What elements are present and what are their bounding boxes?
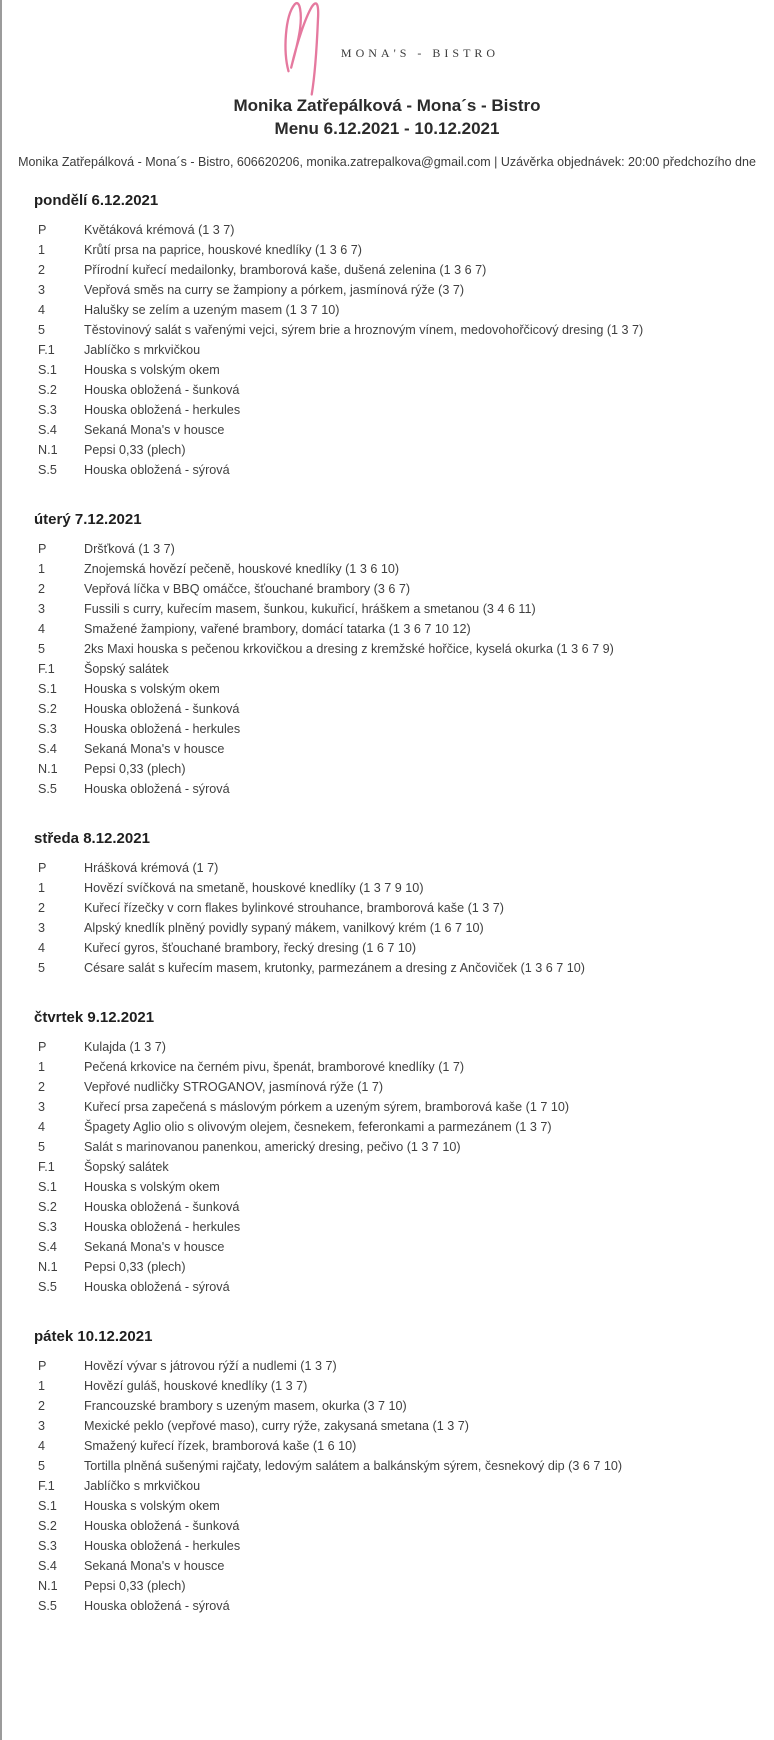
menu-item-text: Pepsi 0,33 (plech) (84, 443, 186, 457)
menu-item-text: Jablíčko s mrkvičkou (84, 1479, 201, 1493)
day-heading: pátek 10.12.2021 (34, 1328, 153, 1345)
menu-item-code: 4 (38, 303, 46, 317)
menu-item-text: Kuřecí prsa zapečená s máslovým pórkem a uzeným sýrem, bramborová kaše (1 7 10) (84, 1100, 570, 1114)
day-section (34, 192, 754, 480)
menu-item-code: P (38, 861, 47, 875)
menu-row (34, 1536, 754, 1556)
menu-row (34, 460, 754, 480)
menu-row (34, 1516, 754, 1536)
menu-item-code: S.1 (38, 682, 57, 696)
menu-item-code: 5 (38, 961, 46, 975)
menu-item-text: Pepsi 0,33 (plech) (84, 1260, 186, 1274)
menu-item-code: P (38, 542, 47, 556)
menu-item-code: 5 (38, 1140, 46, 1154)
menu-item-code: S.5 (38, 1280, 57, 1294)
menu-item-code: S.3 (38, 403, 57, 417)
menu-item-text: Smažený kuřecí řízek, bramborová kaše (1 6 10) (84, 1439, 357, 1453)
menu-item-code: S.5 (38, 463, 57, 477)
menu-item-text: Jablíčko s mrkvičkou (84, 343, 201, 357)
menu-item-text: Šopský salátek (84, 1160, 169, 1174)
menu-item-text: Halušky se zelím a uzeným masem (1 3 7 10) (84, 303, 340, 317)
menu-row (34, 1416, 754, 1436)
menu-item-text: Sekaná Mona's v housce (84, 1240, 225, 1254)
menu-item-text: Fussili s curry, kuřecím masem, šunkou, kukuřicí, hráškem a smetanou (3 4 6 11) (84, 602, 536, 616)
menu-row (34, 1476, 754, 1496)
menu-item-text: Kuřecí gyros, šťouchané brambory, řecký dresing (1 6 7 10) (84, 941, 417, 955)
menu-row (34, 739, 754, 759)
menu-item-text: Houska s volským okem (84, 682, 220, 696)
menu-row (34, 1117, 754, 1137)
page-title: Monika Zatřepálková - Mona´s - Bistro (233, 96, 541, 115)
page-header (0, 0, 774, 169)
menu-item-code: 2 (38, 1080, 46, 1094)
menu-item-text: Vepřová směs na curry se žampiony a pórkem, jasmínová rýže (3 7) (84, 283, 465, 297)
menu-item-text: Houska s volským okem (84, 1499, 220, 1513)
day-heading: pondělí 6.12.2021 (34, 192, 159, 209)
menu-item-code: S.2 (38, 1519, 57, 1533)
menu-row (34, 719, 754, 739)
menu-item-code: F.1 (38, 343, 55, 357)
menu-item-text: Smažené žampiony, vařené brambory, domácí tatarka (1 3 6 7 10 12) (84, 622, 471, 636)
menu-item-text: Vepřová líčka v BBQ omáčce, šťouchané brambory (3 6 7) (84, 582, 411, 596)
menu-row (34, 699, 754, 719)
menu-item-code: S.3 (38, 722, 57, 736)
menu-item-code: S.4 (38, 1559, 57, 1573)
brand-monogram-icon (275, 0, 327, 98)
menu-item-text: Hovězí svíčková na smetaně, houskové knedlíky (1 3 7 9 10) (84, 881, 424, 895)
menu-row (34, 1237, 754, 1257)
menu-item-code: 5 (38, 1459, 46, 1473)
menu-row (34, 300, 754, 320)
menu-item-text: Šopský salátek (84, 662, 169, 676)
menu-item-code: 1 (38, 562, 46, 576)
menu-item-code: 2 (38, 1399, 46, 1413)
menu-item-code: S.4 (38, 742, 57, 756)
menu-row (34, 340, 754, 360)
menu-row (34, 240, 754, 260)
menu-item-code: F.1 (38, 1160, 55, 1174)
day-section (34, 511, 754, 799)
menu-item-text: Sekaná Mona's v housce (84, 1559, 225, 1573)
menu-row (34, 380, 754, 400)
menu-row (34, 400, 754, 420)
menu-row (34, 878, 754, 898)
menu-row (34, 1436, 754, 1456)
menu-row (34, 1037, 754, 1057)
menu-item-code: S.2 (38, 1200, 57, 1214)
menu-item-text: Houska s volským okem (84, 1180, 220, 1194)
menu-row (34, 1556, 754, 1576)
menu-row (34, 440, 754, 460)
menu-row (34, 260, 754, 280)
menu-row (34, 958, 754, 978)
menu-row (34, 1376, 754, 1396)
menu-item-text: Těstovinový salát s vařenými vejci, sýrem brie a hroznovým vínem, medovohořčicový dresing (1 3 7) (84, 323, 644, 337)
menu-item-code: S.4 (38, 1240, 57, 1254)
menu-item-code: N.1 (38, 443, 58, 457)
menu-item-code: 4 (38, 1439, 46, 1453)
menu-item-code: 2 (38, 263, 46, 277)
menu-row (34, 1177, 754, 1197)
day-section (34, 830, 754, 978)
menu-item-text: Znojemská hovězí pečeně, houskové knedlíky (1 3 6 10) (84, 562, 400, 576)
menu-item-text: Francouzské brambory s uzeným masem, okurka (3 7 10) (84, 1399, 407, 1413)
menu-item-code: S.3 (38, 1220, 57, 1234)
menu-item-text: Hovězí guláš, houskové knedlíky (1 3 7) (84, 1379, 308, 1393)
menu-item-text: Césare salát s kuřecím masem, krutonky, parmezánem a dresing z Ančoviček (1 3 6 7 10) (84, 961, 585, 975)
menu-row (34, 1057, 754, 1077)
menu-item-code: 1 (38, 243, 46, 257)
menu-item-code: S.4 (38, 423, 57, 437)
menu-row (34, 1157, 754, 1177)
menu-item-text: Přírodní kuřecí medailonky, bramborová kaše, dušená zelenina (1 3 6 7) (84, 263, 487, 277)
menu-row (34, 858, 754, 878)
page-subtitle: Menu 6.12.2021 - 10.12.2021 (274, 119, 500, 138)
menu-item-text: Pečená krkovice na černém pivu, špenát, bramborové knedlíky (1 7) (84, 1060, 465, 1074)
menu-row (34, 1217, 754, 1237)
menu-item-text: Houska obložená - herkules (84, 403, 241, 417)
menu-item-text: Houska s volským okem (84, 363, 220, 377)
menu-row (34, 1456, 754, 1476)
menu-row (34, 220, 754, 240)
menu-item-code: N.1 (38, 762, 58, 776)
menu-row (34, 1197, 754, 1217)
menu-row (34, 619, 754, 639)
menu-row (34, 1097, 754, 1117)
menu-item-text: Houska obložená - šunková (84, 1200, 240, 1214)
menu-item-code: S.3 (38, 1539, 57, 1553)
menu-item-text: Krůtí prsa na paprice, houskové knedlíky (1 3 6 7) (84, 243, 362, 257)
menu-item-text: Pepsi 0,33 (plech) (84, 762, 186, 776)
menu-row (34, 1137, 754, 1157)
menu-item-code: S.5 (38, 782, 57, 796)
menu-row (34, 1596, 754, 1616)
menu-row (34, 759, 754, 779)
menu-item-code: 4 (38, 622, 46, 636)
menu-item-code: 5 (38, 323, 46, 337)
menu-item-text: Sekaná Mona's v housce (84, 423, 225, 437)
menu-item-text: Salát s marinovanou panenkou, americký dresing, pečivo (1 3 7 10) (84, 1140, 461, 1154)
menu-row (34, 1356, 754, 1376)
menu-item-code: 4 (38, 941, 46, 955)
menu-item-code: N.1 (38, 1579, 58, 1593)
menu-item-text: Houska obložená - šunková (84, 702, 240, 716)
menu-row (34, 679, 754, 699)
menu-item-code: N.1 (38, 1260, 58, 1274)
day-heading: čtvrtek 9.12.2021 (34, 1009, 155, 1026)
contact-line: Monika Zatřepálková - Mona´s - Bistro, 606620206, monika.zatrepalkova@gmail.com | Uzávěrka objednávek: 20:00 předchozího dne (18, 155, 756, 169)
menu-row (34, 918, 754, 938)
menu-item-code: 2 (38, 582, 46, 596)
menu-item-code: 3 (38, 1100, 46, 1114)
menu-item-code: 1 (38, 1379, 46, 1393)
day-section (34, 1328, 754, 1616)
menu-item-text: Kulajda (1 3 7) (84, 1040, 166, 1054)
menu-row (34, 559, 754, 579)
menu-item-text: Houska obložená - herkules (84, 1539, 241, 1553)
brand-logo (0, 0, 774, 88)
menu-row (34, 1496, 754, 1516)
menu-item-text: Pepsi 0,33 (plech) (84, 1579, 186, 1593)
menu-row (34, 579, 754, 599)
menu-item-code: S.2 (38, 702, 57, 716)
menu-item-code: 3 (38, 1419, 46, 1433)
menu-item-code: 2 (38, 901, 46, 915)
menu-item-text: Hrášková krémová (1 7) (84, 861, 219, 875)
brand-name: MONA'S - BISTRO (340, 45, 500, 60)
menu-item-code: 3 (38, 921, 46, 935)
menu-item-code: S.1 (38, 1499, 57, 1513)
menu-row (34, 1277, 754, 1297)
menu-item-code: 1 (38, 1060, 46, 1074)
menu-item-code: P (38, 223, 47, 237)
menu-row (34, 420, 754, 440)
menu-item-text: Hovězí vývar s játrovou rýží a nudlemi (1 3 7) (84, 1359, 337, 1373)
menu-row (34, 280, 754, 300)
menu-item-code: 5 (38, 642, 46, 656)
menu-item-text: Houska obložená - sýrová (84, 1599, 230, 1613)
menu-item-text: Špagety Aglio olio s olivovým olejem, česnekem, feferonkami a parmezánem (1 3 7) (84, 1120, 552, 1134)
menu-item-code: S.2 (38, 383, 57, 397)
menu-item-code: F.1 (38, 662, 55, 676)
menu-row (34, 938, 754, 958)
menu-item-text: Houska obložená - herkules (84, 722, 241, 736)
menu-row (34, 639, 754, 659)
menu-item-code: F.1 (38, 1479, 55, 1493)
menu-item-text: Houska obložená - herkules (84, 1220, 241, 1234)
menu-row (34, 659, 754, 679)
menu-item-text: Dršťková (1 3 7) (84, 542, 175, 556)
menu-item-text: Vepřové nudličky STROGANOV, jasmínová rýže (1 7) (84, 1080, 384, 1094)
menu-row (34, 779, 754, 799)
menu-item-text: Alpský knedlík plněný povidly sypaný mákem, vanilkový krém (1 6 7 10) (84, 921, 484, 935)
menu-item-code: P (38, 1040, 47, 1054)
menu-row (34, 539, 754, 559)
menu-item-text: Mexické peklo (vepřové maso), curry rýže, zakysaná smetana (1 3 7) (84, 1419, 469, 1433)
menu-item-text: Houska obložená - sýrová (84, 1280, 230, 1294)
day-heading: úterý 7.12.2021 (34, 511, 142, 528)
menu-row (34, 898, 754, 918)
menu-item-code: 4 (38, 1120, 46, 1134)
menu-item-code: 3 (38, 602, 46, 616)
menu-row (34, 1396, 754, 1416)
page-left-edge-divider (0, 0, 2, 1740)
menu-item-code: S.1 (38, 1180, 57, 1194)
menu-item-text: Sekaná Mona's v housce (84, 742, 225, 756)
menu-item-code: 1 (38, 881, 46, 895)
menu-row (34, 360, 754, 380)
menu-row (34, 1077, 754, 1097)
menu-row (34, 320, 754, 340)
menu-item-text: Kuřecí řízečky v corn flakes bylinkové strouhance, bramborová kaše (1 3 7) (84, 901, 504, 915)
menu-item-text: 2ks Maxi houska s pečenou krkovičkou a dresing z kremžské hořčice, kyselá okurka (1 3 6 7 9) (84, 642, 614, 656)
menu-row (34, 1257, 754, 1277)
menu (0, 192, 774, 1616)
menu-item-text: Houska obložená - sýrová (84, 782, 230, 796)
menu-item-text: Květáková krémová (1 3 7) (84, 223, 235, 237)
menu-item-code: P (38, 1359, 47, 1373)
menu-item-code: S.1 (38, 363, 57, 377)
menu-item-text: Houska obložená - sýrová (84, 463, 230, 477)
menu-item-text: Houska obložená - šunková (84, 383, 240, 397)
menu-item-code: S.5 (38, 1599, 57, 1613)
menu-item-text: Houska obložená - šunková (84, 1519, 240, 1533)
day-heading: středa 8.12.2021 (34, 830, 150, 847)
day-section (34, 1009, 754, 1297)
menu-row (34, 599, 754, 619)
menu-item-text: Tortilla plněná sušenými rajčaty, ledovým salátem a balkánským sýrem, česnekový dip (3 6 7 10) (84, 1459, 623, 1473)
menu-row (34, 1576, 754, 1596)
menu-item-code: 3 (38, 283, 46, 297)
